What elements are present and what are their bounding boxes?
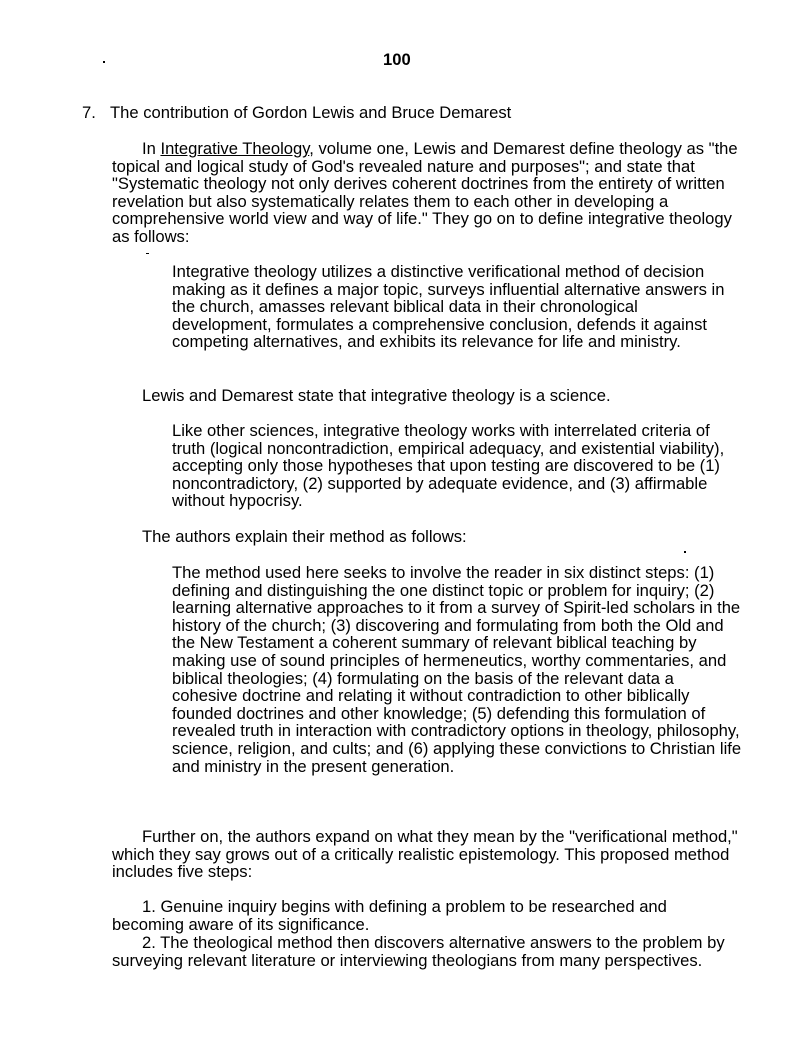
intro-lead: In xyxy=(142,139,161,158)
verificational-paragraph: Further on, the authors expand on what they mean by the "verificational method," which they say grows out of a critically realistic epistemology. This proposed method includes five steps: xyxy=(112,827,738,882)
step-item: 1. Genuine inquiry begins with defining a problem to be researched and becoming aware of its significance. xyxy=(112,897,667,934)
intro-paragraph xyxy=(112,140,742,246)
block-quote-science: Like other sciences, integrative theology works with interrelated criteria of truth (logical noncontradiction, empirical adequacy, and existential viability), accepting only those hypotheses that upon testing are discovered to be (1) noncontradictory, (2) supported by adequate evidence, and (3) affirmable without hypocrisy. xyxy=(172,421,725,511)
method-statement: The authors explain their method as follows: xyxy=(142,527,467,546)
section-title: The contribution of Gordon Lewis and Bruce Demarest xyxy=(110,103,512,122)
scan-speck xyxy=(103,61,105,63)
scan-speck xyxy=(684,551,686,553)
book-title: Integrative Theology xyxy=(160,139,310,158)
block-quote-definition: Integrative theology utilizes a distinctive verificational method of decision making as it defines a major topic, surveys influential alternative answers in the church, amasses relevant biblical data in their chronological development, formulates a comprehensive conclusion, defends it against competing alternatives, and exhibits its relevance for life and ministry. xyxy=(172,262,725,352)
science-statement: Lewis and Demarest state that integrative theology is a science. xyxy=(142,386,611,405)
scan-mark xyxy=(146,253,149,254)
section-heading xyxy=(82,104,782,122)
block-quote-method: The method used here seeks to involve the reader in six distinct steps: (1) defining and distinguishing the one distinct topic or problem for inquiry; (2) learning alternative approaches to it from a survey of Spirit-led scholars in the history of the church; (3) discovering and formulating from both the Old and the New Testament a coherent summary of relevant biblical teaching by making use of sound principles of hermeneutics, worthy commentaries, and biblical theologies; (4) formulating on the basis of the relevant data a cohesive doctrine and relating it without contradiction to other biblically founded doctrines and other knowledge; (5) defending this formulation of revealed truth in interaction with contradictory options in theology, philosophy, science, religion, and cults; and (6) applying these convictions to Christian life and ministry in the present generation. xyxy=(172,563,742,776)
step-item: 2. The theological method then discovers alternative answers to the problem by surveying relevant literature or interviewing theologians from many perspectives. xyxy=(112,933,725,970)
page-number: 100 xyxy=(383,50,411,69)
section-number: 7. xyxy=(82,103,96,122)
intro-body: , volume one, Lewis and Demarest define theology as "the topical and logical study of God's revealed nature and purposes"; and state that "Systematic theology not only derives coherent doctrines from the entirety of written revelation but also systematically relates them to each other in developing a comprehensive world view and way of life." They go on to define integrative theology as follows: xyxy=(112,139,738,246)
